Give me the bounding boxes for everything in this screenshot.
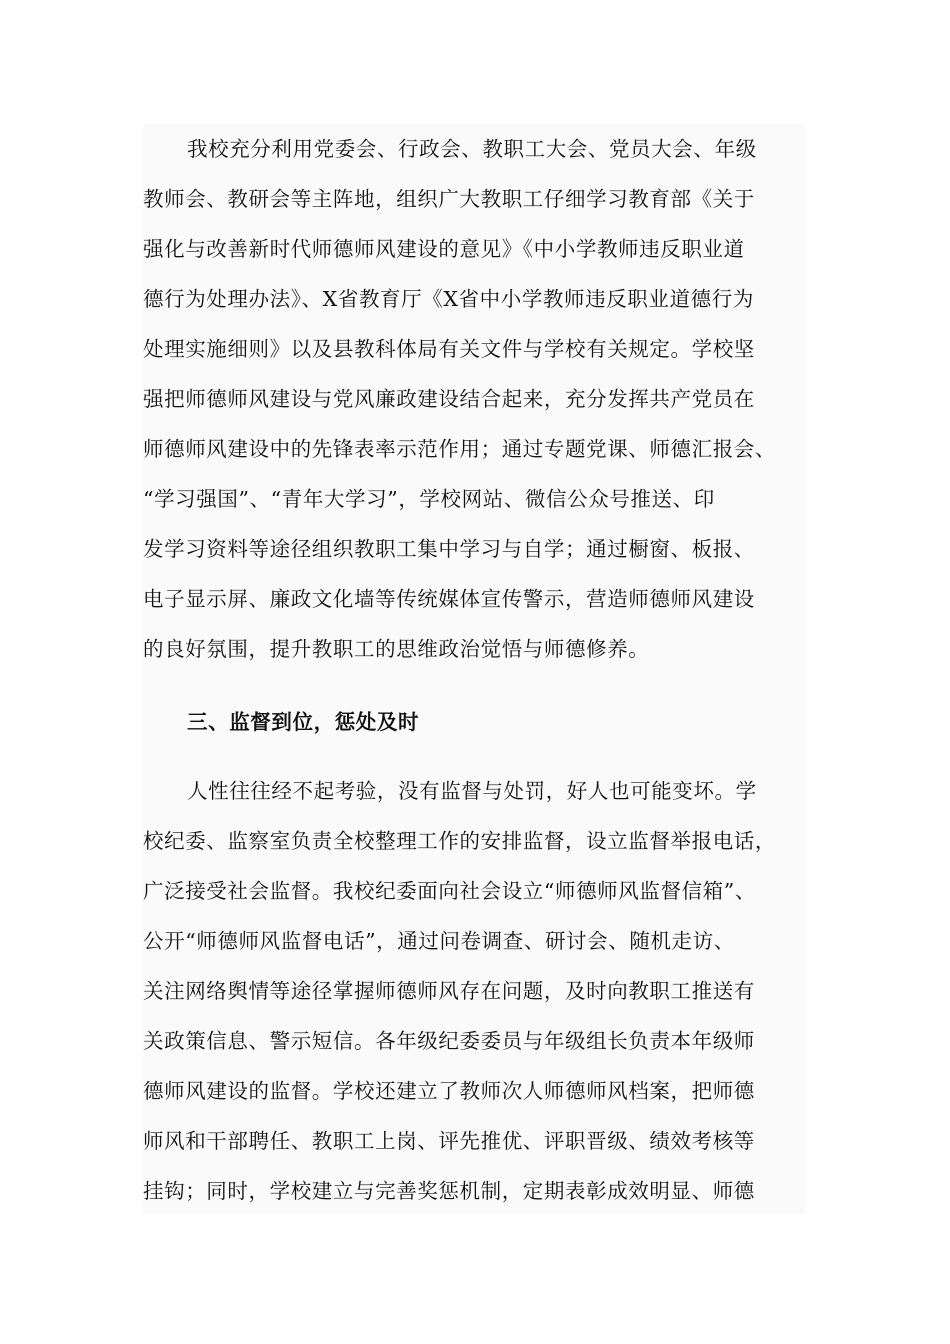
text-line: 德师风建设的监督。学校还建立了教师次人师德师风档案，把师德 xyxy=(143,1079,755,1103)
text-line: 处理实施细则》以及县教科体局有关文件与学校有关规定。学校坚 xyxy=(143,337,755,361)
text-line: 广泛接受社会监督。我校纪委面向社会设立“师德师风监督信箱”、 xyxy=(143,879,756,903)
text-line: “学习强国”、“青年大学习”，学校网站、微信公众号推送、印 xyxy=(143,487,715,511)
text-line: 德行为处理办法》、X省教育厅《X省中小学教师违反职业道德行为 xyxy=(143,287,754,311)
text-line: 公开“师德师风监督电话”，通过问卷调查、研讨会、随机走访、 xyxy=(143,929,735,953)
text-line: 发学习资料等途径组织教职工集中学习与自学；通过橱窗、板报、 xyxy=(143,537,755,561)
section-heading: 三、监督到位，惩处及时 xyxy=(187,710,420,734)
text-line: 的良好氛围，提升教职工的思维政治觉悟与师德修养。 xyxy=(143,637,650,661)
text-line: 挂钩；同时，学校建立与完善奖惩机制，定期表彰成效明显、师德 xyxy=(143,1179,755,1203)
text-line: 校纪委、监察室负责全校整理工作的安排监督，设立监督举报电话， xyxy=(143,829,776,853)
paragraph-study-measures xyxy=(143,124,823,674)
text-line: 关政策信息、警示短信。各年级纪委委员与年级组长负责本年级师 xyxy=(143,1029,755,1053)
text-line: 强把师德师风建设与党风廉政建设结合起来，充分发挥共产党员在 xyxy=(143,387,755,411)
text-line: 教师会、教研会等主阵地，组织广大教职工仔细学习教育部《关于 xyxy=(143,187,755,211)
text-line: 师德师风建设中的先锋表率示范作用；通过专题党课、师德汇报会、 xyxy=(143,437,776,461)
text-line: 强化与改善新时代师德师风建设的意见》《中小学教师违反职业道 xyxy=(143,237,745,261)
paragraph-supervision xyxy=(143,766,823,1216)
text-line: 师风和干部聘任、教职工上岗、评先推优、评职晋级、绩效考核等 xyxy=(143,1129,755,1153)
text-line: 电子显示屏、廉政文化墙等传统媒体宣传警示，营造师德师风建设 xyxy=(143,587,755,611)
text-line: 我校充分利用党委会、行政会、教职工大会、党员大会、年级 xyxy=(187,137,757,161)
text-line: 人性往往经不起考验，没有监督与处罚，好人也可能变坏。学 xyxy=(187,779,757,803)
text-line: 关注网络舆情等途径掌握师德师风存在问题，及时向教职工推送有 xyxy=(143,979,755,1003)
